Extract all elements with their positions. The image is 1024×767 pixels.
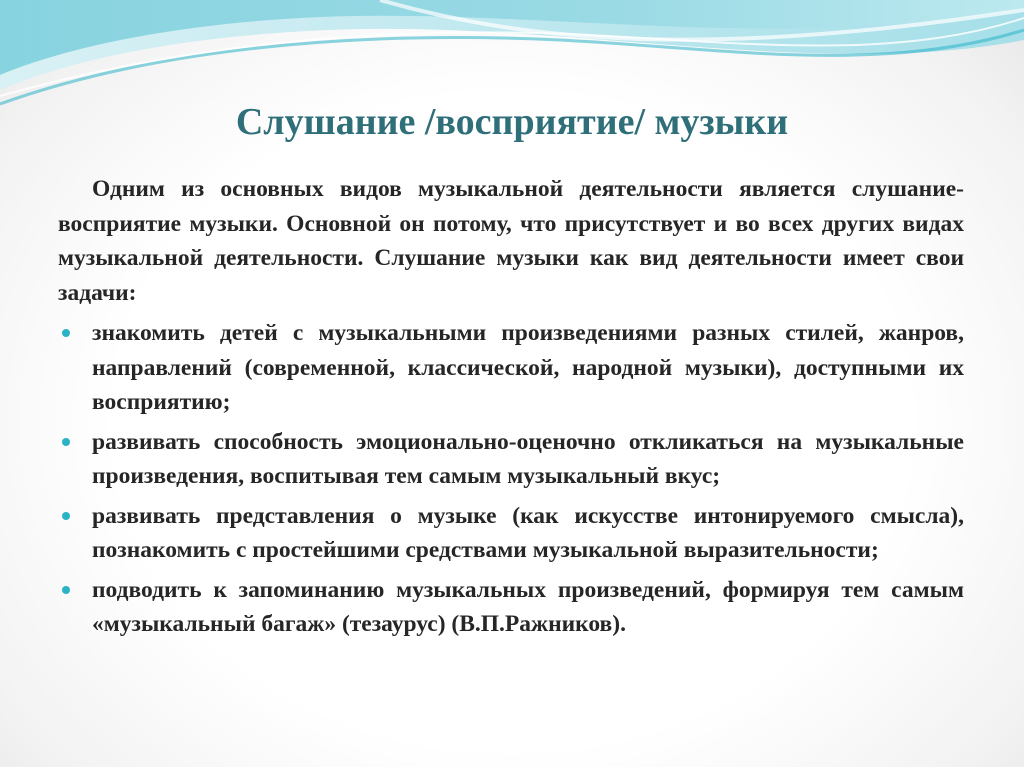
list-item [58,316,964,420]
list-item [58,499,964,568]
task-list [58,316,964,642]
list-item-text: развивать способность эмоционально-оценочно откликаться на музыкальные произведения, воспитывая тем самым музыкальный вкус; [92,428,964,489]
list-item [58,573,964,642]
list-item-text: развивать представления о музыке (как искусстве интонируемого смысла), познакомить с простейшими средствами музыкальной выразительности; [92,502,964,563]
intro-paragraph: Одним из основных видов музыкальной деятельности является слушание-восприятие музыки. Основной он потому, что присутствует и во всех других видах музыкальной деятельности. Слушание музыки как вид деятельности имеет свои задачи: [58,176,964,306]
teal-dot-bullet-icon [62,438,70,446]
slide-body [58,172,964,647]
slide-title: Слушание /восприятие/ музыки [235,101,789,143]
list-item [58,425,964,494]
list-item-text: подводить к запоминанию музыкальных произведений, формируя тем самым «музыкальный багаж» (тезаурус) (В.П.Ражников). [92,576,964,637]
list-item-text: знакомить детей с музыкальными произведениями разных стилей, жанров, направлений (современной, классической, народной музыки), доступными их восприятию; [92,320,964,415]
teal-dot-bullet-icon [62,329,70,337]
teal-dot-bullet-icon [62,512,70,520]
teal-dot-bullet-icon [62,586,70,594]
